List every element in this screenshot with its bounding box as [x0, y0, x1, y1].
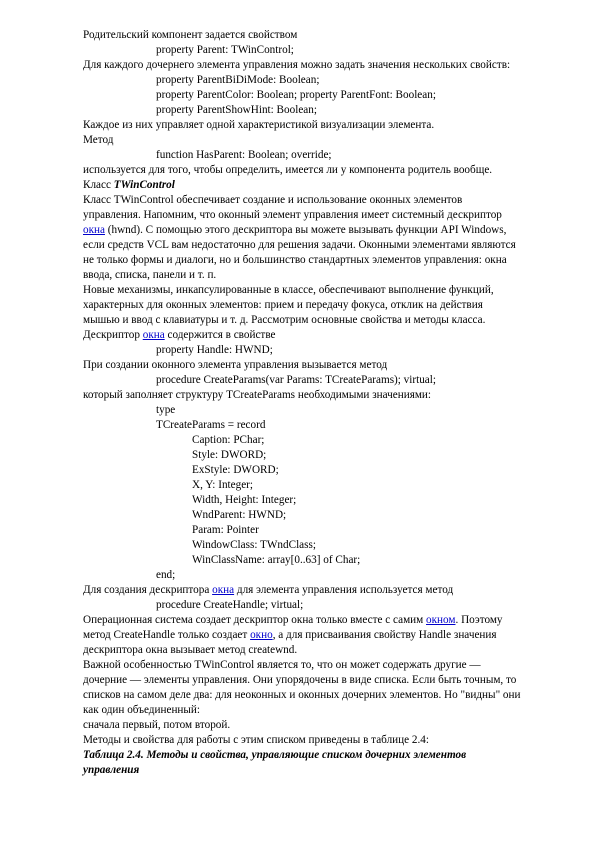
- code-line: property Parent: TWinControl;: [156, 44, 294, 56]
- text-run: Операционная система создает дескриптор окна только вместе с самим: [83, 614, 427, 626]
- code-line: property ParentColor: Boolean; property ParentFont: Boolean;: [156, 89, 436, 101]
- paragraph-line: [83, 223, 506, 238]
- paragraph-line: дескриптора окна вызывает метод createwnd.: [83, 644, 298, 656]
- paragraph-line: который заполняет структуру TCreateParams необходимыми значениями:: [83, 389, 432, 401]
- paragraph-line: ввода, списка, панели и т. п.: [83, 269, 217, 281]
- code-field: Caption: PChar;: [192, 434, 265, 446]
- paragraph-line: Важной особенностью TWinControl является то, что он может содержать другие —: [83, 659, 481, 671]
- code-line: procedure CreateHandle; virtual;: [156, 599, 304, 611]
- text-run: Дескриптор: [83, 329, 143, 341]
- code-line: property ParentShowHint: Boolean;: [156, 104, 317, 116]
- paragraph-line: [83, 328, 276, 343]
- paragraph-line: [83, 583, 453, 598]
- heading-class-name: TWinControl: [113, 179, 175, 191]
- code-field: WinClassName: array[0..63] of Char;: [192, 554, 361, 566]
- code-field: WindowClass: TWndClass;: [192, 539, 316, 551]
- paragraph-line: Класс TWinControl обеспечивает создание и использование оконных элементов: [83, 194, 463, 206]
- paragraph-line: списков на самом деле два: для неоконных и оконных дочерних элементов. Но "видны" они: [83, 689, 521, 701]
- paragraph-line: Для каждого дочернего элемента управления можно задать значения нескольких свойств:: [83, 59, 511, 71]
- paragraph-line: мышью и ввод с клавиатуры и т. д. Рассмотрим основные свойства и методы класса.: [83, 314, 486, 326]
- text-run: для элемента управления используется метод: [234, 584, 454, 596]
- code-line: property ParentBiDiMode: Boolean;: [156, 74, 320, 86]
- paragraph-line: [83, 613, 503, 628]
- link-oknom[interactable]: окном: [426, 614, 456, 626]
- paragraph-line: характерных для оконных элементов: прием и передачу фокуса, отклик на действия: [83, 299, 483, 311]
- table-caption: Таблица 2.4. Методы и свойства, управляющие списком дочерних элементов: [83, 749, 467, 761]
- code-field: X, Y: Integer;: [192, 479, 253, 491]
- code-line: procedure CreateParams(var Params: TCreateParams); virtual;: [156, 374, 436, 386]
- paragraph-line: Метод: [83, 134, 114, 146]
- paragraph-line: используется для того, чтобы определить, имеется ли у компонента родитель вообще.: [83, 164, 493, 176]
- text-run: . Поэтому: [455, 614, 503, 626]
- paragraph-line: сначала первый, потом второй.: [83, 719, 231, 731]
- paragraph-line: [83, 628, 497, 643]
- text-run: Для создания дескриптора: [83, 584, 213, 596]
- code-field: ExStyle: DWORD;: [192, 464, 279, 476]
- link-okna-handle[interactable]: окна: [142, 329, 165, 341]
- paragraph-line: При создании оконного элемента управления вызывается метод: [83, 359, 388, 371]
- link-okna-create[interactable]: окна: [212, 584, 235, 596]
- text-run: метод CreateHandle только создает: [83, 629, 251, 641]
- text-run: , а для присваивания свойству Handle значения: [272, 629, 497, 641]
- code-line: TCreateParams = record: [156, 419, 266, 431]
- paragraph-line: как один объединенный:: [83, 704, 201, 716]
- code-line: property Handle: HWND;: [156, 344, 273, 356]
- paragraph-line: Методы и свойства для работы с этим списком приведены в таблице 2.4:: [83, 734, 429, 746]
- heading-label: Класс: [83, 179, 114, 191]
- code-field: Style: DWORD;: [192, 449, 267, 461]
- section-heading: [83, 178, 175, 193]
- paragraph-line: не только формы и диалоги, но и большинство стандартных элементов управления: окна: [83, 254, 507, 266]
- paragraph-line: Каждое из них управляет одной характеристикой визуализации элемента.: [83, 119, 435, 131]
- link-okno[interactable]: окно: [250, 629, 273, 641]
- paragraph-line: Родительский компонент задается свойством: [83, 29, 298, 41]
- paragraph-line: если средств VCL вам недостаточно для решения задачи. Оконными элементами являются: [83, 239, 516, 251]
- code-field: Width, Height: Integer;: [192, 494, 297, 506]
- code-line: end;: [156, 569, 176, 581]
- code-line: type: [156, 404, 176, 416]
- paragraph-line: управления. Напомним, что оконный элемент управления имеет системный дескриптор: [83, 209, 502, 221]
- code-field: Param: Pointer: [192, 524, 259, 536]
- paragraph-line: Новые механизмы, инкапсулированные в классе, обеспечивают выполнение функций,: [83, 284, 494, 296]
- link-okna[interactable]: окна: [83, 224, 105, 236]
- code-line: function HasParent: Boolean; override;: [156, 149, 332, 161]
- text-run: содержится в свойстве: [164, 329, 276, 341]
- code-field: WndParent: HWND;: [192, 509, 287, 521]
- text-run: (hwnd). С помощью этого дескриптора вы можете вызывать функции API Windows,: [104, 224, 507, 236]
- paragraph-line: дочерние — элементы управления. Они упорядочены в виде списка. Если быть точным, то: [83, 674, 517, 686]
- table-caption-continued: управления: [83, 764, 140, 776]
